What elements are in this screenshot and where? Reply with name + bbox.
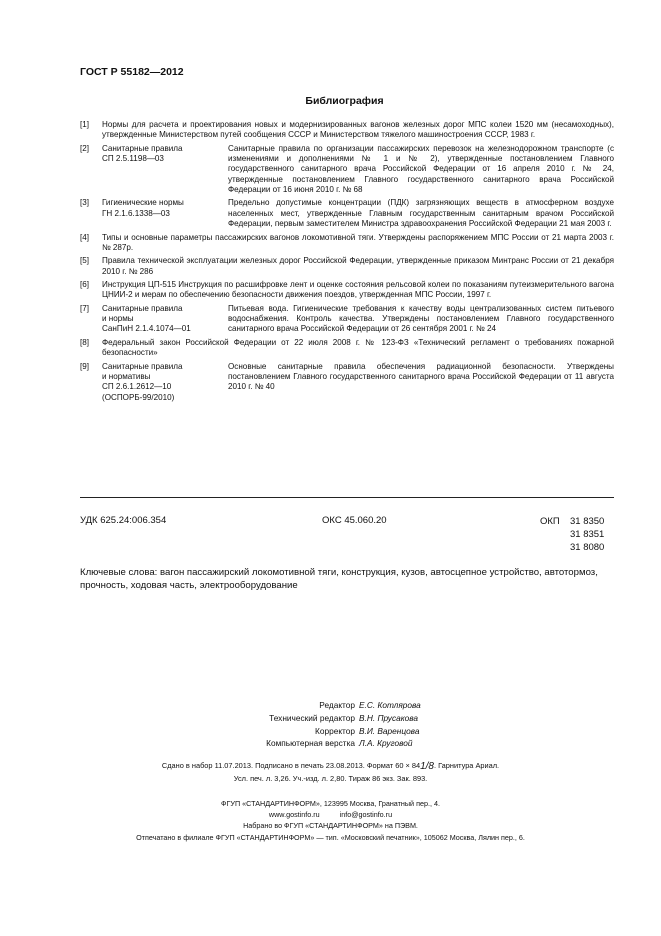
reference-number: [7] [80, 303, 89, 313]
production-line-2: Усл. печ. л. 3,26. Уч.-изд. л. 2,80. Тираж 86 экз. Зак. 893. [233, 774, 428, 783]
reference-number: [6] [80, 280, 89, 290]
reference-text: Федеральный закон Российской Федерации от 22 июля 2008 г. № 123-ФЗ «Технический регламент о требованиях пожарной безопасности» [102, 337, 614, 358]
okp-codes [540, 515, 606, 554]
reference-item [80, 280, 614, 301]
email-link[interactable]: info@gostinfo.ru [339, 810, 393, 820]
reference-item [80, 304, 614, 335]
reference-text: Основные санитарные правила обеспечения радиационной безопасности. Утверждены постановлением Главного государственного санитарного врача Российской Федерации от 11 августа 2010 г. № 40 [228, 361, 614, 392]
editor-name: Е.С. Котлярова [359, 700, 421, 710]
editor-row [0, 737, 661, 750]
editor-role: Корректор [315, 725, 355, 736]
reference-text: Правила технической эксплуатации железных дорог Российской Федерации, утвержденные приказом Минтранс России от 21 декабря 2010 г. № 286 [102, 256, 614, 276]
reference-text: Предельно допустимые концентрации (ПДК) загрязняющих веществ в атмосферном воздухе населенных мест, утвержденные Главным государственным санитарным врачом Российской Федерации, первым заместителем Министра здравоохранения Российской Федерации 21 мая 2003 г. [228, 198, 614, 229]
udk-code: УДК 625.24:006.354 [80, 515, 167, 526]
format-fraction: 1/8 [420, 761, 434, 772]
editor-row [0, 712, 661, 725]
reference-number: [3] [80, 198, 89, 208]
okp-code: 31 8350 [570, 516, 605, 527]
editor-row [0, 699, 661, 712]
editors-block [0, 699, 661, 750]
editor-role: Компьютерная верстка [266, 738, 355, 749]
reference-item [80, 338, 614, 359]
typeset-note: Набрано во ФГУП «СТАНДАРТИНФОРМ» на ПЭВМ. [243, 821, 418, 831]
reference-document-name: Санитарные правила и нормы СанПиН 2.1.4.1074—01 [102, 303, 191, 334]
reference-item [80, 362, 614, 403]
publisher-footer [0, 798, 661, 843]
production-info [0, 759, 661, 785]
editor-row [0, 725, 661, 738]
okp-code: 31 8351 [570, 529, 605, 540]
reference-list [80, 120, 614, 406]
reference-number: [9] [80, 361, 89, 371]
production-line-1: Сдано в набор 11.07.2013. Подписано в печать 23.08.2013. Формат 60 × 841/8. Гарнитура Ариал. [161, 761, 500, 772]
okp-code: 31 8080 [570, 542, 605, 553]
reference-number: [1] [80, 120, 89, 129]
reference-item [80, 144, 614, 195]
reference-document-name: Гигиенические нормы ГН 2.1.6.1338—03 [102, 198, 184, 218]
editor-name: В.Н. Прусакова [359, 712, 418, 723]
keywords: Ключевые слова: вагон пассажирский локомотивной тяги, конструкция, кузов, автосцепное устройство, автотормоз, прочность, ходовая часть, электрооборудование [80, 567, 598, 592]
reference-number: [8] [80, 337, 89, 347]
editor-name: Л.А. Круговой [359, 738, 413, 749]
reference-item [80, 233, 614, 254]
editor-name: В.И. Варенцова [359, 725, 420, 736]
reference-item [80, 120, 614, 141]
reference-document-name: Санитарные правила и нормативы СП 2.6.1.2612—10 (ОСПОРБ-99/2010) [102, 361, 183, 402]
reference-text: Нормы для расчета и проектирования новых и модернизированных вагонов железных дорог МПС колеи 1520 мм (несамоходных), утвержденные Министерством путей сообщения СССР и Министерством тяжелого машиностроения СССР, 1983 г. [102, 120, 614, 140]
reference-item [80, 256, 614, 277]
reference-document-name: Санитарные правила СП 2.5.1198—03 [102, 143, 183, 164]
reference-number: [5] [80, 256, 89, 266]
reference-number: [2] [80, 143, 89, 153]
reference-number: [4] [80, 232, 89, 242]
editor-role: Редактор [319, 700, 355, 710]
bibliography-title: Библиография [305, 95, 384, 107]
standard-id: ГОСТ Р 55182—2012 [80, 66, 184, 78]
reference-text: Типы и основные параметры пассажирских вагонов локомотивной тяги. Утверждены распоряжением МПС России от 21 марта 2003 г. № 287р. [102, 232, 614, 252]
reference-text: Инструкция ЦП-515 Инструкция по расшифровке лент и оценке состояния рельсовой колеи по показаниям путеизмерительного вагона ЦНИИ-2 и мерам по обеспечению безопасности движения поездов, утвержденная МПС России, 1997 г. [102, 280, 614, 300]
reference-text: Санитарные правила по организации пассажирских перевозок на железнодорожном транспорте (с изменениями и дополнениями № 1 и № 2), утвержденные постановлением Главного государственного санитарного врача Российской Федерации от 16 апреля 2010 г. № 24, утвержденные постановлением Главного государственного санитарного врача Российской Федерации от 16 июня 2010 г. № 68 [228, 143, 614, 194]
reference-item [80, 198, 614, 229]
reference-text: Питьевая вода. Гигиенические требования к качеству воды централизованных систем питьевого водоснабжения. Контроль качества. Утверждены постановлением Главного государственного санитарного врача Российской Федерации от 26 сентября 2001 г. № 24 [228, 303, 614, 334]
oks-code: ОКС 45.060.20 [322, 515, 387, 526]
okp-label: ОКП [540, 516, 560, 527]
publisher-address: ФГУП «СТАНДАРТИНФОРМ», 123995 Москва, Гранатный пер., 4. [221, 799, 440, 808]
website-link[interactable]: www.gostinfo.ru [268, 810, 320, 820]
editor-role: Технический редактор [269, 712, 355, 723]
printed-note: Отпечатано в филиале ФГУП «СТАНДАРТИНФОРМ» — тип. «Московский печатник», 105062 Москва, Лялин пер., 6. [136, 832, 525, 842]
publisher-contacts [0, 809, 661, 820]
separator-line [80, 497, 614, 498]
